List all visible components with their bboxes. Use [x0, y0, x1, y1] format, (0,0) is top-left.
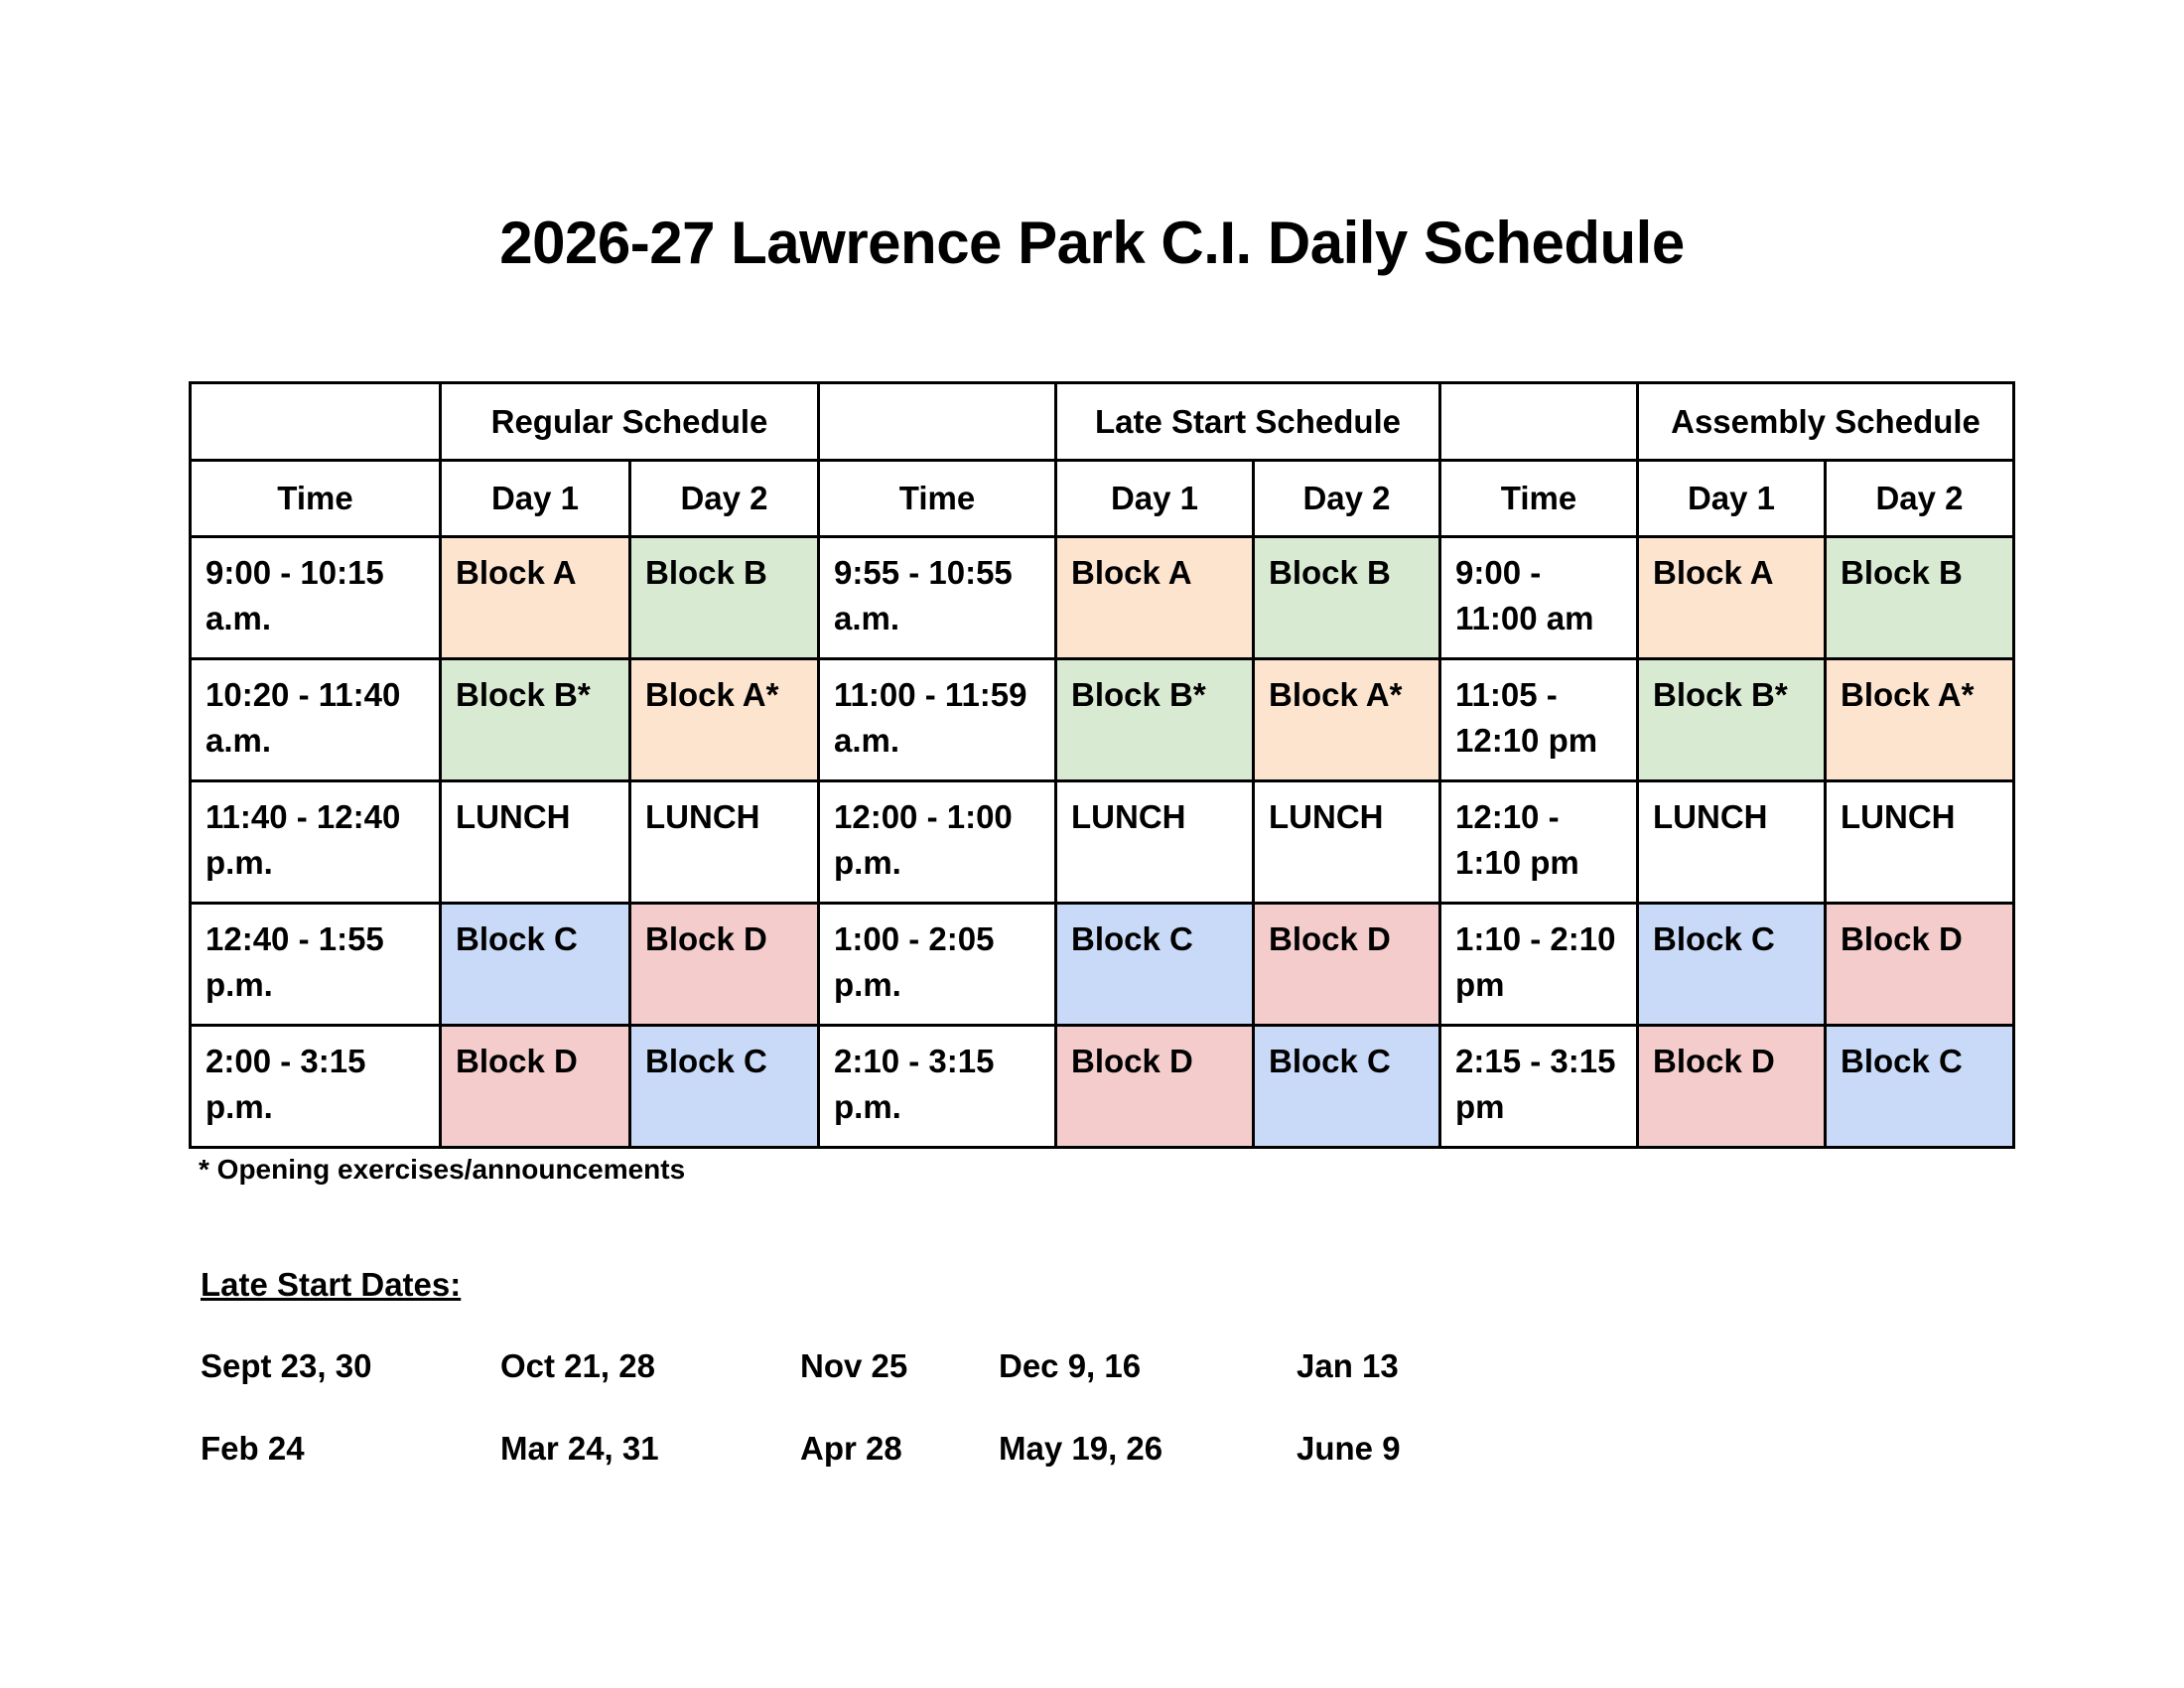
block-cell: LUNCH [441, 781, 630, 904]
late-start-date: June 9 [1297, 1430, 1401, 1467]
block-cell: Block D [1254, 904, 1440, 1026]
block-cell: LUNCH [1254, 781, 1440, 904]
block-cell: Block A* [1826, 659, 2014, 781]
late-start-date: Jan 13 [1297, 1347, 1399, 1384]
time-cell: 11:05 - 12:10 pm [1440, 659, 1638, 781]
block-cell: Block C [1826, 1026, 2014, 1148]
block-cell: Block A [1056, 537, 1254, 659]
late-start-date: Oct 21, 28 [500, 1347, 655, 1384]
time-cell: 2:00 - 3:15 p.m. [191, 1026, 441, 1148]
block-cell: Block C [1056, 904, 1254, 1026]
block-cell: LUNCH [1826, 781, 2014, 904]
block-cell: Block C [1254, 1026, 1440, 1148]
column-header: Time [1440, 461, 1638, 537]
block-cell: LUNCH [1638, 781, 1826, 904]
block-cell: Block C [1638, 904, 1826, 1026]
time-cell: 12:00 - 1:00 p.m. [819, 781, 1056, 904]
time-cell: 9:55 - 10:55 a.m. [819, 537, 1056, 659]
column-header-row [191, 461, 2014, 537]
column-header: Day 1 [441, 461, 630, 537]
late-start-date: Sept 23, 30 [201, 1347, 372, 1384]
time-cell: 11:40 - 12:40 p.m. [191, 781, 441, 904]
block-cell: Block D [630, 904, 819, 1026]
block-cell: Block B* [1056, 659, 1254, 781]
block-cell: LUNCH [1056, 781, 1254, 904]
block-cell: Block B* [441, 659, 630, 781]
empty-header-cell [1440, 383, 1638, 461]
schedule-table [189, 381, 2015, 1149]
table-row [191, 781, 2014, 904]
late-start-date: Nov 25 [800, 1347, 908, 1384]
late-start-date: Dec 9, 16 [999, 1347, 1142, 1384]
column-header: Time [191, 461, 441, 537]
time-cell: 10:20 - 11:40 a.m. [191, 659, 441, 781]
block-cell: Block A [1638, 537, 1826, 659]
table-row [191, 1026, 2014, 1148]
block-cell: Block D [1826, 904, 2014, 1026]
block-cell: Block B [630, 537, 819, 659]
late-start-date: May 19, 26 [999, 1430, 1163, 1467]
column-header: Day 1 [1638, 461, 1826, 537]
table-row [191, 659, 2014, 781]
time-cell: 2:10 - 3:15 p.m. [819, 1026, 1056, 1148]
late-start-date: Apr 28 [800, 1430, 902, 1467]
time-cell: 1:00 - 2:05 p.m. [819, 904, 1056, 1026]
column-header: Day 1 [1056, 461, 1254, 537]
time-cell: 1:10 - 2:10 pm [1440, 904, 1638, 1026]
block-cell: Block D [1638, 1026, 1826, 1148]
table-row [191, 904, 2014, 1026]
late-start-date: Mar 24, 31 [500, 1430, 659, 1467]
column-header: Day 2 [1826, 461, 2014, 537]
page-title: 2026-27 Lawrence Park C.I. Daily Schedule [499, 210, 1685, 276]
block-cell: Block B [1254, 537, 1440, 659]
group-header-assembly: Assembly Schedule [1638, 383, 2014, 461]
time-cell: 11:00 - 11:59 a.m. [819, 659, 1056, 781]
block-cell: Block C [630, 1026, 819, 1148]
block-cell: Block A* [630, 659, 819, 781]
group-header-regular: Regular Schedule [441, 383, 819, 461]
time-cell: 12:40 - 1:55 p.m. [191, 904, 441, 1026]
time-cell: 12:10 - 1:10 pm [1440, 781, 1638, 904]
group-header-late-start: Late Start Schedule [1056, 383, 1440, 461]
time-cell: 9:00 - 10:15 a.m. [191, 537, 441, 659]
column-header: Time [819, 461, 1056, 537]
late-start-date: Feb 24 [201, 1430, 305, 1467]
table-row [191, 537, 2014, 659]
block-cell: Block B* [1638, 659, 1826, 781]
time-cell: 2:15 - 3:15 pm [1440, 1026, 1638, 1148]
block-cell: Block A* [1254, 659, 1440, 781]
group-header-row [191, 383, 2014, 461]
empty-header-cell [819, 383, 1056, 461]
block-cell: LUNCH [630, 781, 819, 904]
block-cell: Block A [441, 537, 630, 659]
footnote: * Opening exercises/announcements [199, 1154, 686, 1185]
late-start-heading: Late Start Dates: [201, 1266, 462, 1303]
block-cell: Block C [441, 904, 630, 1026]
time-cell: 9:00 - 11:00 am [1440, 537, 1638, 659]
column-header: Day 2 [630, 461, 819, 537]
block-cell: Block D [441, 1026, 630, 1148]
column-header: Day 2 [1254, 461, 1440, 537]
block-cell: Block D [1056, 1026, 1254, 1148]
block-cell: Block B [1826, 537, 2014, 659]
empty-header-cell [191, 383, 441, 461]
